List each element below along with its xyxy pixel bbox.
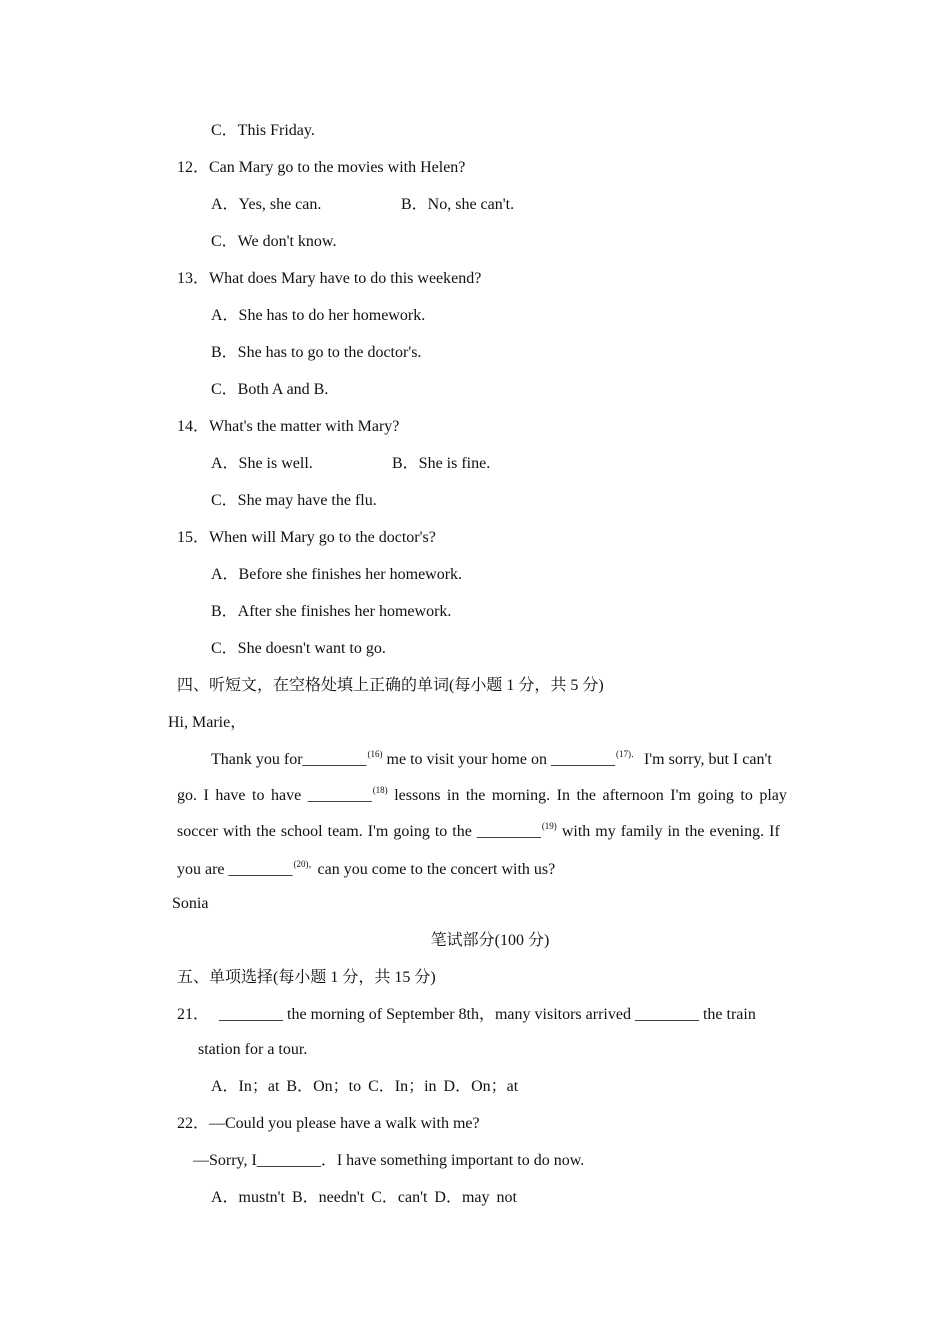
blank-18[interactable]: ________ — [307, 787, 372, 804]
q14-stem: 14．What's the matter with Mary? — [177, 418, 400, 435]
passage-text: I'm sorry, but I can't — [639, 751, 772, 768]
q15-option-a: A．Before she finishes her homework. — [211, 566, 463, 583]
q15-option-c: C．She doesn't want to go. — [211, 640, 386, 657]
q22-text: —Sorry, I — [193, 1152, 257, 1169]
blank-number-18: (18) — [372, 785, 388, 795]
section4-heading: 四、听短文，在空格处填上正确的单词(每小题 1 分，共 5 分) — [177, 677, 604, 694]
q22-line-1: 22．—Could you please have a walk with me? — [177, 1115, 480, 1132]
blank-17[interactable]: ________ — [550, 751, 615, 768]
q21-text: the morning of September 8th，many visitors arrived — [283, 1006, 635, 1023]
q22-options: A．mustn't B．needn't C．can't D．may not — [211, 1189, 517, 1206]
passage-line-2 — [177, 786, 787, 807]
blank-number-17: (17)． — [615, 749, 640, 759]
blank-16[interactable]: ________ — [302, 751, 367, 768]
q12-option-b: B．No, she can't. — [401, 196, 515, 213]
passage-line-1 — [211, 750, 772, 771]
passage-text: lessons in the morning. In the afternoon I'm going to play — [387, 787, 787, 804]
passage-text: Thank you for — [211, 751, 303, 768]
passage-text: you are — [177, 861, 229, 878]
passage-text: soccer with the school team. I'm going to the — [177, 823, 477, 840]
q21-options: A．In；at B．On；to C．In；in D．On；at — [211, 1078, 519, 1095]
q13-option-b: B．She has to go to the doctor's. — [211, 344, 422, 361]
blank-number-16: (16) — [367, 749, 383, 759]
q11-option-c: C．This Friday. — [211, 122, 315, 139]
q13-option-a: A．She has to do her homework. — [211, 307, 426, 324]
q12-option-c: C．We don't know. — [211, 233, 337, 250]
q15-option-b: B．After she finishes her homework. — [211, 603, 452, 620]
q13-option-c: C．Both A and B. — [211, 381, 329, 398]
passage-text: me to visit your home on — [382, 751, 551, 768]
q15-stem: 15．When will Mary go to the doctor's? — [177, 529, 436, 546]
blank-number-20: (20)， — [293, 859, 318, 869]
section5-heading: 五、单项选择(每小题 1 分，共 15 分) — [177, 969, 436, 986]
passage-line-3 — [177, 822, 780, 843]
passage-text: can you come to the concert with us? — [317, 861, 556, 878]
blank-number-19: (19) — [541, 821, 557, 831]
passage-line-4 — [177, 860, 555, 881]
q12-option-a: A．Yes, she can. — [211, 196, 322, 213]
q22-blank[interactable]: ________ — [256, 1152, 321, 1169]
written-part-title: 笔试部分(100 分) — [430, 932, 550, 949]
q21-line-2: station for a tour. — [198, 1041, 308, 1058]
passage-text: go. I have to have — [177, 787, 308, 804]
q14-option-a: A．She is well. — [211, 455, 313, 472]
q13-stem: 13．What does Mary have to do this weekend? — [177, 270, 482, 287]
q21-blank-1[interactable]: ________ — [219, 1006, 284, 1023]
q21-line-1 — [177, 1005, 756, 1025]
q21-text: the train — [698, 1006, 756, 1023]
blank-20[interactable]: ________ — [228, 861, 293, 878]
letter-greeting: Hi, Marie， — [168, 714, 247, 731]
q14-option-b: B．She is fine. — [392, 455, 491, 472]
q12-stem: 12．Can Mary go to the movies with Helen? — [177, 159, 466, 176]
q14-option-c: C．She may have the flu. — [211, 492, 377, 509]
blank-19[interactable]: ________ — [476, 823, 541, 840]
q21-number: 21． — [177, 1006, 210, 1023]
letter-signature: Sonia — [172, 895, 209, 912]
q22-text: ．I have something important to do now. — [320, 1152, 585, 1169]
q22-line-2 — [193, 1151, 584, 1171]
q21-blank-2[interactable]: ________ — [634, 1006, 699, 1023]
passage-text: with my family in the evening. If — [556, 823, 780, 840]
